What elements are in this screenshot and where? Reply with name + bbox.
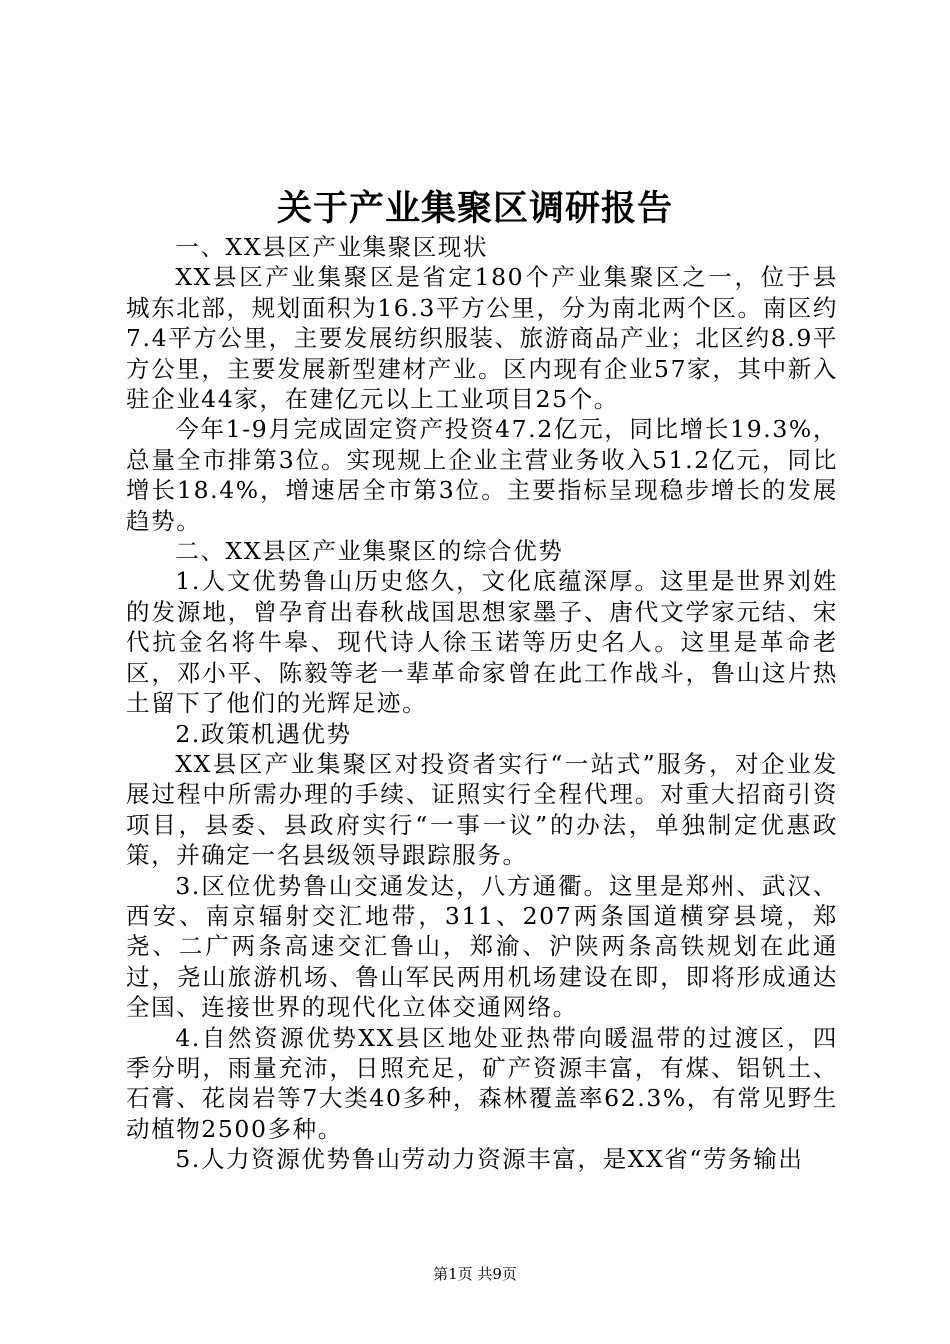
section-heading: 二、XX县区产业集聚区的综合优势 bbox=[175, 537, 564, 566]
paragraph: 今年1-9月完成固定资产投资47.2亿元，同比增长19.3%，总量全市排第3位。实现规上企业主营业务收入51.2亿元，同比增长18.4%，增速居全市第3位。主要指标呈现稳步增长的发展趋势。 bbox=[126, 415, 838, 535]
document-title: 关于产业集聚区调研报告 bbox=[276, 188, 673, 229]
section-heading: 一、XX县区产业集聚区现状 bbox=[175, 233, 489, 261]
subsection-heading: 2.政策机遇优势 bbox=[175, 719, 352, 748]
paragraph: 5.人力资源优势鲁山劳动力资源丰富，是XX省“劳务输出 bbox=[175, 1145, 804, 1174]
paragraph: 3.区位优势鲁山交通发达，八方通衢。这里是郑州、武汉、西安、南京辐射交汇地带，311、207两条国道横穿县境，郑尧、二广两条高速交汇鲁山，郑渝、沪陕两条高铁规划在此通过，尧山旅游机场、鲁山军民两用机场建设在即，即将形成通达全国、连接世界的现代化立体交通网络。 bbox=[126, 871, 838, 1022]
paragraph: XX县区产业集聚区对投资者实行“一站式”服务，对企业发展过程中所需办理的手续、证照实行全程代理。对重大招商引资项目，县委、县政府实行“一事一议”的办法，单独制定优惠政策，并确定一名县级领导跟踪服务。 bbox=[126, 749, 838, 870]
paragraph: XX县区产业集聚区是省定180个产业集聚区之一，位于县城东北部，规划面积为16.3平方公里，分为南北两个区。南区约7.4平方公里，主要发展纺织服装、旅游商品产业；北区约8.9平方公里，主要发展新型建材产业。区内现有企业57家，其中新入驻企业44家，在建亿元以上工业项目25个。 bbox=[126, 263, 838, 414]
document-body bbox=[126, 232, 838, 1175]
paragraph: 1.人文优势鲁山历史悠久，文化底蕴深厚。这里是世界刘姓的发源地，曾孕育出春秋战国思想家墨子、唐代文学家元结、宋代抗金名将牛皋、现代诗人徐玉诺等历史名人。这里是革命老区，邓小平、陈毅等老一辈革命家曾在此工作战斗，鲁山这片热土留下了他们的光辉足迹。 bbox=[126, 567, 838, 718]
paragraph: 4.自然资源优势XX县区地处亚热带向暖温带的过渡区，四季分明，雨量充沛，日照充足，矿产资源丰富，有煤、铝钒土、石膏、花岗岩等7大类40多种，森林覆盖率62.3%，有常见野生动植物2500多种。 bbox=[126, 1023, 838, 1143]
page-indicator: 第1页 共9页 bbox=[433, 1265, 517, 1283]
